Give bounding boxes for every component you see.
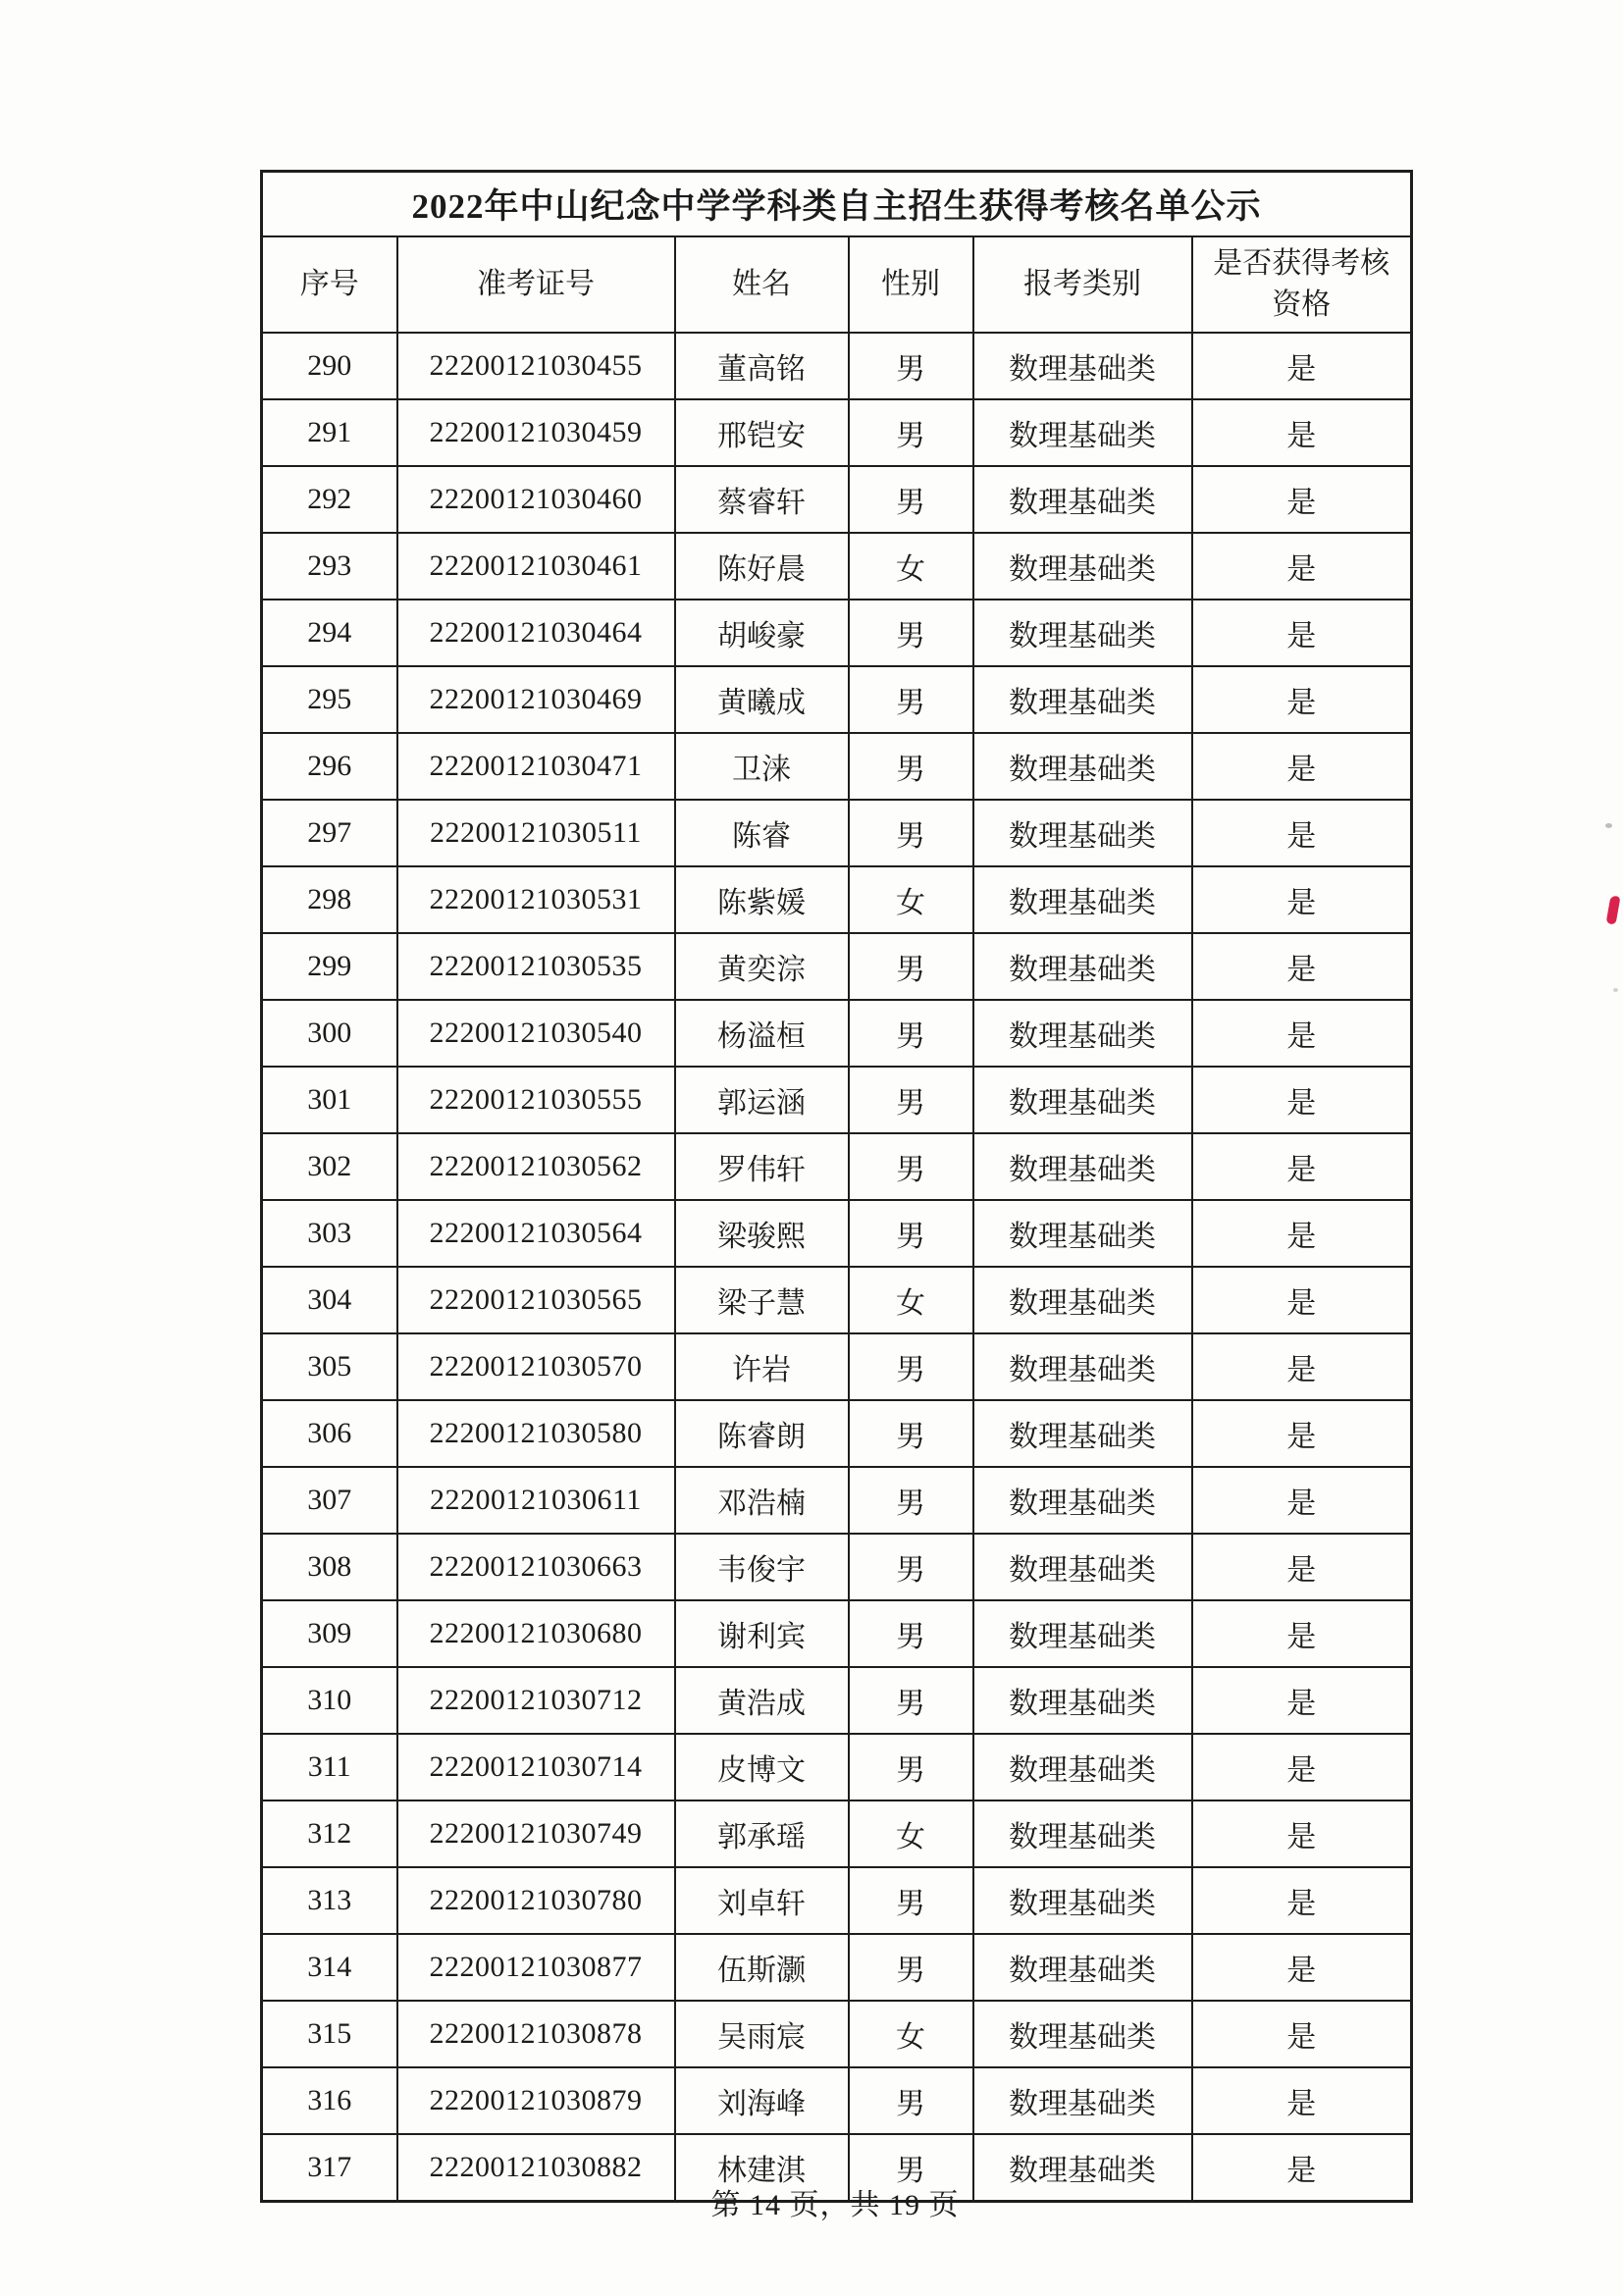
table-cell: 男 [849, 1734, 973, 1800]
table-cell: 男 [849, 1400, 973, 1467]
table-cell: 22200121030580 [397, 1400, 675, 1467]
table-cell: 是 [1192, 399, 1412, 466]
table-cell: 数理基础类 [973, 1200, 1192, 1267]
table-cell: 是 [1192, 1133, 1412, 1200]
table-cell: 女 [849, 1800, 973, 1867]
table-cell: 男 [849, 1000, 973, 1067]
roster-table [260, 170, 1413, 2203]
table-row [262, 1133, 1412, 1200]
table-cell: 郭运涵 [675, 1067, 849, 1133]
table-cell: 是 [1192, 733, 1412, 800]
table-cell: 刘海峰 [675, 2067, 849, 2134]
table-cell: 女 [849, 1267, 973, 1333]
table-row [262, 2067, 1412, 2134]
table-cell: 304 [262, 1267, 397, 1333]
table-cell: 303 [262, 1200, 397, 1267]
table-cell: 郭承瑶 [675, 1800, 849, 1867]
table-cell: 是 [1192, 1934, 1412, 2001]
table-cell: 316 [262, 2067, 397, 2134]
table-cell: 胡峻豪 [675, 600, 849, 666]
table-cell: 是 [1192, 333, 1412, 399]
table-cell: 22200121030780 [397, 1867, 675, 1934]
table-cell: 杨溢桓 [675, 1000, 849, 1067]
table-cell: 数理基础类 [973, 733, 1192, 800]
table-cell: 男 [849, 600, 973, 666]
table-row [262, 1734, 1412, 1800]
table-row [262, 1000, 1412, 1067]
table-cell: 许岩 [675, 1333, 849, 1400]
table-cell: 伍斯灏 [675, 1934, 849, 2001]
table-cell: 邢铠安 [675, 399, 849, 466]
table-cell: 数理基础类 [973, 533, 1192, 600]
column-header: 准考证号 [397, 236, 675, 333]
table-cell: 295 [262, 666, 397, 733]
table-cell: 是 [1192, 1667, 1412, 1734]
table-cell: 谢利宾 [675, 1600, 849, 1667]
page-number-footer: 第 14 页，共 19 页 [710, 2189, 960, 2221]
table-cell: 数理基础类 [973, 933, 1192, 1000]
table-row [262, 666, 1412, 733]
table-cell: 数理基础类 [973, 399, 1192, 466]
table-cell: 是 [1192, 1800, 1412, 1867]
table-row [262, 466, 1412, 533]
table-cell: 数理基础类 [973, 1734, 1192, 1800]
table-cell: 22200121030570 [397, 1333, 675, 1400]
table-cell: 男 [849, 1133, 973, 1200]
table-cell: 男 [849, 733, 973, 800]
table-row [262, 1867, 1412, 1934]
table-cell: 294 [262, 600, 397, 666]
table-cell: 男 [849, 1867, 973, 1934]
table-cell: 吴雨宸 [675, 2001, 849, 2067]
table-cell: 数理基础类 [973, 1267, 1192, 1333]
table-cell: 是 [1192, 466, 1412, 533]
table-row [262, 1667, 1412, 1734]
table-cell: 是 [1192, 800, 1412, 866]
table-cell: 林建淇 [675, 2134, 849, 2202]
table-row [262, 866, 1412, 933]
table-cell: 黄曦成 [675, 666, 849, 733]
table-cell: 301 [262, 1067, 397, 1133]
scan-speck [1613, 988, 1618, 992]
table-cell: 陈紫媛 [675, 866, 849, 933]
table-cell: 309 [262, 1600, 397, 1667]
table-cell: 299 [262, 933, 397, 1000]
table-cell: 男 [849, 1333, 973, 1400]
table-cell: 22200121030749 [397, 1800, 675, 1867]
table-cell: 297 [262, 800, 397, 866]
table-row [262, 1067, 1412, 1133]
table-cell: 蔡睿轩 [675, 466, 849, 533]
table-cell: 梁子慧 [675, 1267, 849, 1333]
table-cell: 314 [262, 1934, 397, 2001]
table-cell: 男 [849, 1534, 973, 1600]
table-cell: 陈好晨 [675, 533, 849, 600]
table-row [262, 533, 1412, 600]
table-body [262, 333, 1412, 2202]
table-cell: 305 [262, 1333, 397, 1400]
table-row [262, 2001, 1412, 2067]
table-cell: 数理基础类 [973, 2067, 1192, 2134]
table-row [262, 1200, 1412, 1267]
table-cell: 数理基础类 [973, 2001, 1192, 2067]
table-cell: 是 [1192, 933, 1412, 1000]
table-cell: 是 [1192, 1400, 1412, 1467]
table-row [262, 600, 1412, 666]
table-cell: 296 [262, 733, 397, 800]
table-cell: 数理基础类 [973, 1333, 1192, 1400]
table-cell: 数理基础类 [973, 866, 1192, 933]
table-cell: 邓浩楠 [675, 1467, 849, 1534]
table-cell: 315 [262, 2001, 397, 2067]
table-cell: 数理基础类 [973, 1133, 1192, 1200]
column-header: 性别 [849, 236, 973, 333]
table-cell: 293 [262, 533, 397, 600]
table-row [262, 933, 1412, 1000]
table-cell: 是 [1192, 1333, 1412, 1400]
table-cell: 22200121030471 [397, 733, 675, 800]
table-cell: 22200121030877 [397, 1934, 675, 2001]
table-cell: 陈睿朗 [675, 1400, 849, 1467]
table-cell: 310 [262, 1667, 397, 1734]
table-cell: 312 [262, 1800, 397, 1867]
table-cell: 是 [1192, 600, 1412, 666]
table-cell: 22200121030469 [397, 666, 675, 733]
table-cell: 男 [849, 1200, 973, 1267]
table-cell: 是 [1192, 866, 1412, 933]
table-cell: 男 [849, 1934, 973, 2001]
table-cell: 梁骏熙 [675, 1200, 849, 1267]
table-cell: 22200121030714 [397, 1734, 675, 1800]
table-cell: 男 [849, 2134, 973, 2202]
table-cell: 22200121030663 [397, 1534, 675, 1600]
table-cell: 是 [1192, 1067, 1412, 1133]
table-cell: 男 [849, 933, 973, 1000]
table-cell: 男 [849, 466, 973, 533]
table-cell: 数理基础类 [973, 1867, 1192, 1934]
table-cell: 黄奕淙 [675, 933, 849, 1000]
table-title: 2022年中山纪念中学学科类自主招生获得考核名单公示 [262, 172, 1412, 237]
table-cell: 300 [262, 1000, 397, 1067]
table-cell: 22200121030535 [397, 933, 675, 1000]
table-cell: 22200121030565 [397, 1267, 675, 1333]
table-cell: 数理基础类 [973, 600, 1192, 666]
table-cell: 刘卓轩 [675, 1867, 849, 1934]
table-cell: 是 [1192, 2067, 1412, 2134]
column-header: 姓名 [675, 236, 849, 333]
table-cell: 22200121030611 [397, 1467, 675, 1534]
table-row [262, 733, 1412, 800]
table-cell: 数理基础类 [973, 1600, 1192, 1667]
table-cell: 22200121030455 [397, 333, 675, 399]
table-row [262, 800, 1412, 866]
table-cell: 罗伟轩 [675, 1133, 849, 1200]
table-cell: 数理基础类 [973, 1534, 1192, 1600]
table-cell: 22200121030460 [397, 466, 675, 533]
table-cell: 男 [849, 1600, 973, 1667]
table-cell: 22200121030531 [397, 866, 675, 933]
table-row [262, 1333, 1412, 1400]
scan-speck [1605, 823, 1612, 828]
table-cell: 男 [849, 1467, 973, 1534]
table-cell: 308 [262, 1534, 397, 1600]
table-cell: 数理基础类 [973, 333, 1192, 399]
column-header: 报考类别 [973, 236, 1192, 333]
table-cell: 是 [1192, 1000, 1412, 1067]
table-cell: 数理基础类 [973, 1000, 1192, 1067]
table-cell: 数理基础类 [973, 1667, 1192, 1734]
table-cell: 22200121030461 [397, 533, 675, 600]
table-row [262, 1800, 1412, 1867]
table-row [262, 333, 1412, 399]
table-cell: 男 [849, 1667, 973, 1734]
column-header: 序号 [262, 236, 397, 333]
table-cell: 22200121030680 [397, 1600, 675, 1667]
table-cell: 306 [262, 1400, 397, 1467]
header-row [262, 236, 1412, 333]
table-cell: 数理基础类 [973, 1934, 1192, 2001]
column-header: 是否获得考核资格 [1192, 236, 1412, 333]
table-cell: 是 [1192, 666, 1412, 733]
table-cell: 307 [262, 1467, 397, 1534]
table-cell: 22200121030564 [397, 1200, 675, 1267]
table-cell: 是 [1192, 1534, 1412, 1600]
table-row [262, 1600, 1412, 1667]
table-row [262, 1267, 1412, 1333]
table-cell: 董高铭 [675, 333, 849, 399]
table-cell: 黄浩成 [675, 1667, 849, 1734]
table-cell: 22200121030540 [397, 1000, 675, 1067]
table-cell: 317 [262, 2134, 397, 2202]
table-cell: 数理基础类 [973, 2134, 1192, 2202]
table-cell: 男 [849, 800, 973, 866]
table-cell: 是 [1192, 1467, 1412, 1534]
table-cell: 311 [262, 1734, 397, 1800]
table-cell: 韦俊宇 [675, 1534, 849, 1600]
table-cell: 是 [1192, 1200, 1412, 1267]
table-cell: 女 [849, 533, 973, 600]
table-cell: 22200121030882 [397, 2134, 675, 2202]
table-cell: 298 [262, 866, 397, 933]
table-cell: 291 [262, 399, 397, 466]
table-cell: 皮博文 [675, 1734, 849, 1800]
table-cell: 男 [849, 333, 973, 399]
table-cell: 数理基础类 [973, 1467, 1192, 1534]
table-row [262, 1934, 1412, 2001]
table-cell: 男 [849, 1067, 973, 1133]
table-cell: 22200121030562 [397, 1133, 675, 1200]
table-cell: 22200121030459 [397, 399, 675, 466]
table-cell: 22200121030878 [397, 2001, 675, 2067]
table-cell: 数理基础类 [973, 666, 1192, 733]
table-cell: 292 [262, 466, 397, 533]
table-cell: 男 [849, 666, 973, 733]
table-cell: 是 [1192, 2001, 1412, 2067]
red-ink-mark [1606, 895, 1621, 924]
table-cell: 是 [1192, 1267, 1412, 1333]
table-cell: 数理基础类 [973, 466, 1192, 533]
table-sheet [260, 170, 1413, 2203]
table-cell: 22200121030464 [397, 600, 675, 666]
table-cell: 卫涞 [675, 733, 849, 800]
table-cell: 22200121030511 [397, 800, 675, 866]
table-cell: 302 [262, 1133, 397, 1200]
table-cell: 女 [849, 2001, 973, 2067]
table-cell: 是 [1192, 1600, 1412, 1667]
table-cell: 女 [849, 866, 973, 933]
table-cell: 313 [262, 1867, 397, 1934]
table-cell: 是 [1192, 1867, 1412, 1934]
table-cell: 是 [1192, 1734, 1412, 1800]
table-cell: 数理基础类 [973, 1067, 1192, 1133]
table-cell: 男 [849, 2067, 973, 2134]
table-cell: 22200121030555 [397, 1067, 675, 1133]
table-cell: 22200121030712 [397, 1667, 675, 1734]
table-cell: 数理基础类 [973, 1800, 1192, 1867]
table-cell: 数理基础类 [973, 800, 1192, 866]
title-row [262, 172, 1412, 237]
table-cell: 是 [1192, 2134, 1412, 2202]
table-cell: 数理基础类 [973, 1400, 1192, 1467]
table-row [262, 1400, 1412, 1467]
table-cell: 22200121030879 [397, 2067, 675, 2134]
table-cell: 陈睿 [675, 800, 849, 866]
table-cell: 290 [262, 333, 397, 399]
table-row [262, 399, 1412, 466]
table-cell: 是 [1192, 533, 1412, 600]
table-row [262, 1534, 1412, 1600]
table-cell: 男 [849, 399, 973, 466]
table-row [262, 1467, 1412, 1534]
